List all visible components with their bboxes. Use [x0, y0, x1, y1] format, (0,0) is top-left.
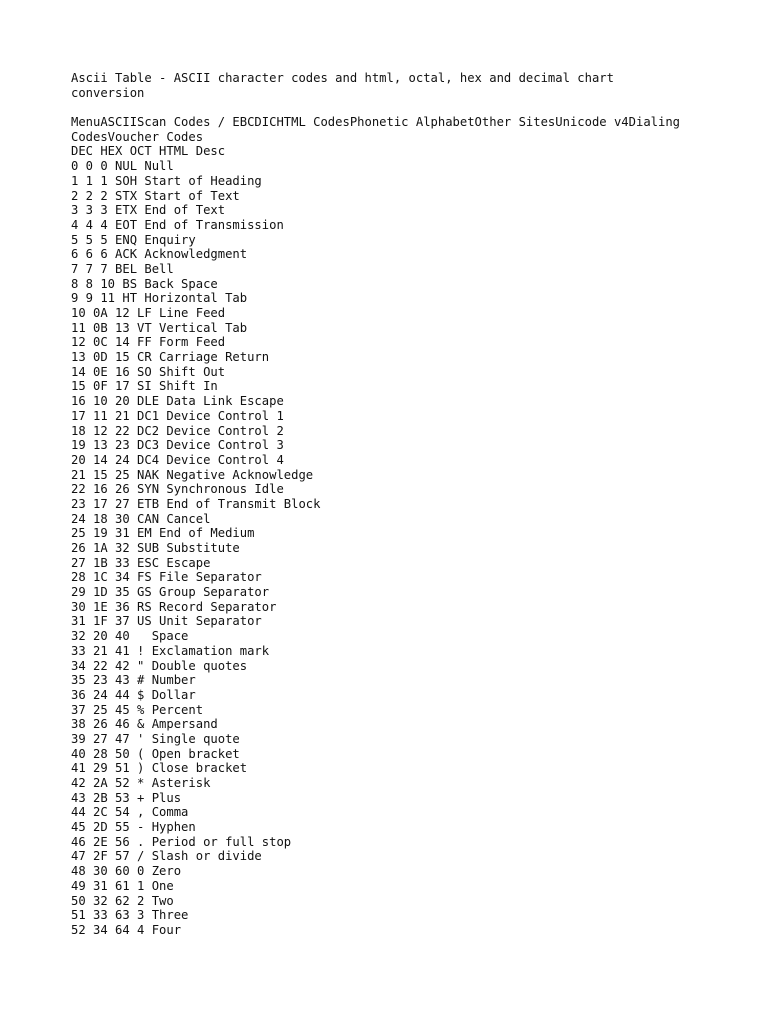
table-row: 52 34 64 4 Four: [71, 922, 182, 937]
ascii-table: [71, 144, 731, 937]
menu-line-2[interactable]: CodesVoucher Codes: [71, 129, 204, 144]
table-row: 18 12 22 DC2 Device Control 2: [71, 423, 284, 438]
table-row: 38 26 46 & Ampersand: [71, 717, 218, 732]
table-row: 28 1C 34 FS File Separator: [71, 570, 262, 585]
table-row: 9 9 11 HT Horizontal Tab: [71, 291, 248, 306]
table-row: 36 24 44 $ Dollar: [71, 687, 196, 702]
table-row: 42 2A 52 * Asterisk: [71, 776, 211, 790]
table-row: 32 20 40 Space: [71, 629, 189, 644]
table-row: 6 6 6 ACK Acknowledgment: [71, 247, 248, 262]
table-row: 35 23 43 # Number: [71, 673, 196, 688]
table-row: 17 11 21 DC1 Device Control 1: [71, 408, 284, 423]
table-row: 34 22 42 " Double quotes: [71, 658, 248, 673]
table-row: 49 31 61 1 One: [71, 878, 174, 893]
table-row: 3 3 3 ETX End of Text: [71, 203, 226, 218]
menu-line-1[interactable]: MenuASCIIScan Codes / EBCDICHTML CodesPhonetic AlphabetOther SitesUnicode v4Dialing: [71, 115, 681, 130]
table-row: 10 0A 12 LF Line Feed: [71, 306, 226, 320]
table-row: 7 7 7 BEL Bell: [71, 261, 174, 276]
table-row: 19 13 23 DC3 Device Control 3: [71, 438, 284, 453]
table-row: 14 0E 16 SO Shift Out: [71, 364, 226, 379]
table-row: 37 25 45 % Percent: [71, 702, 204, 717]
table-row: 13 0D 15 CR Carriage Return: [71, 350, 270, 365]
table-row: 21 15 25 NAK Negative Acknowledge: [71, 467, 314, 482]
table-row: 27 1B 33 ESC Escape: [71, 555, 211, 570]
table-row: 29 1D 35 GS Group Separator: [71, 585, 270, 600]
nav-menu: [71, 115, 731, 144]
title-line-2: conversion: [71, 85, 145, 100]
table-header: DEC HEX OCT HTML Desc: [71, 144, 226, 159]
table-row: 4 4 4 EOT End of Transmission: [71, 217, 284, 232]
table-row: 15 0F 17 SI Shift In: [71, 379, 218, 394]
table-row: 33 21 41 ! Exclamation mark: [71, 643, 270, 658]
page-title: [71, 71, 731, 100]
table-row: 12 0C 14 FF Form Feed: [71, 335, 226, 350]
table-row: 22 16 26 SYN Synchronous Idle: [71, 482, 284, 497]
table-row: 25 19 31 EM End of Medium: [71, 526, 255, 541]
table-row: 31 1F 37 US Unit Separator: [71, 614, 262, 629]
table-row: 44 2C 54 , Comma: [71, 805, 189, 820]
table-row: 8 8 10 BS Back Space: [71, 276, 218, 291]
table-row: 41 29 51 ) Close bracket: [71, 761, 248, 776]
table-row: 11 0B 13 VT Vertical Tab: [71, 320, 248, 335]
table-row: 26 1A 32 SUB Substitute: [71, 541, 240, 555]
table-row: 1 1 1 SOH Start of Heading: [71, 173, 262, 188]
table-row: 48 30 60 0 Zero: [71, 864, 182, 879]
table-row: 0 0 0 NUL Null: [71, 159, 174, 174]
table-row: 45 2D 55 - Hyphen: [71, 820, 196, 835]
table-row: 43 2B 53 + Plus: [71, 790, 182, 805]
table-row: 23 17 27 ETB End of Transmit Block: [71, 496, 321, 511]
title-line-1: Ascii Table - ASCII character codes and html, octal, hex and decimal chart: [71, 71, 614, 85]
table-row: 39 27 47 ' Single quote: [71, 731, 240, 746]
table-row: 40 28 50 ( Open bracket: [71, 746, 240, 761]
table-row: 20 14 24 DC4 Device Control 4: [71, 452, 284, 467]
table-row: 16 10 20 DLE Data Link Escape: [71, 394, 284, 409]
table-row: 47 2F 57 / Slash or divide: [71, 849, 262, 864]
table-row: 50 32 62 2 Two: [71, 893, 174, 908]
table-row: 51 33 63 3 Three: [71, 908, 189, 923]
table-row: 46 2E 56 . Period or full stop: [71, 834, 292, 849]
table-row: 5 5 5 ENQ Enquiry: [71, 232, 196, 247]
table-row: 2 2 2 STX Start of Text: [71, 188, 240, 203]
table-row: 24 18 30 CAN Cancel: [71, 511, 211, 526]
document-page: [71, 71, 731, 938]
table-row: 30 1E 36 RS Record Separator: [71, 599, 277, 614]
